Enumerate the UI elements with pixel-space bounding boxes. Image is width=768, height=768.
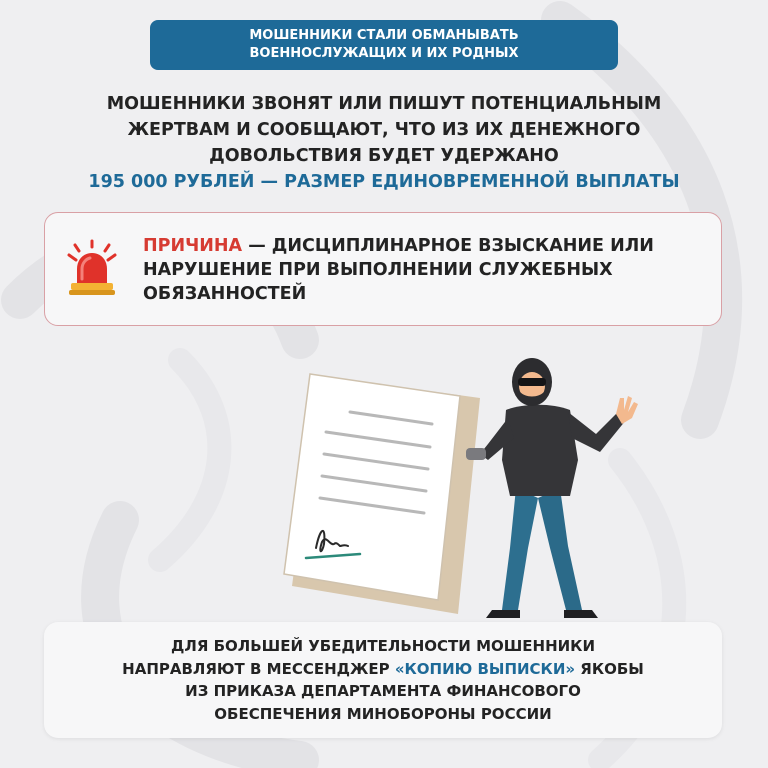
scammer-with-document-icon: [270, 348, 650, 628]
bottom-line-2-highlight: «КОПИЮ ВЫПИСКИ»: [394, 659, 576, 678]
reason-card: [44, 212, 722, 326]
reason-line-1: — ДИСЦИПЛИНАРНОЕ ВЗЫСКАНИЕ ИЛИ: [242, 236, 654, 256]
intro-highlight: 195 000 РУБЛЕЙ — РАЗМЕР ЕДИНОВРЕМЕННОЙ ВЫПЛАТЫ: [88, 172, 680, 192]
reason-line-2: НАРУШЕНИЕ ПРИ ВЫПОЛНЕНИИ СЛУЖЕБНЫХ: [143, 260, 613, 280]
bottom-line-4: ОБЕСПЕЧЕНИЯ МИНОБОРОНЫ РОССИИ: [214, 704, 552, 723]
banner-line-2: ВОЕННОСЛУЖАЩИХ И ИХ РОДНЫХ: [249, 46, 519, 61]
intro-text: [40, 91, 728, 195]
reason-text: [143, 234, 703, 306]
siren-icon: [65, 239, 119, 297]
reason-keyword: ПРИЧИНА: [143, 236, 243, 256]
banner-line-1: МОШЕННИКИ СТАЛИ ОБМАНЫВАТЬ: [249, 28, 519, 43]
header-banner: [150, 20, 618, 70]
reason-line-3: ОБЯЗАННОСТЕЙ: [143, 284, 307, 304]
bottom-text: [44, 635, 722, 725]
intro-line-1: МОШЕННИКИ ЗВОНЯТ ИЛИ ПИШУТ ПОТЕНЦИАЛЬНЫМ: [106, 94, 662, 114]
bottom-card: [44, 622, 722, 738]
bottom-line-3: ИЗ ПРИКАЗА ДЕПАРТАМЕНТА ФИНАНСОВОГО: [185, 682, 581, 700]
intro-line-3: ДОВОЛЬСТВИЯ БУДЕТ УДЕРЖАНО: [209, 146, 559, 166]
bottom-line-1: ДЛЯ БОЛЬШЕЙ УБЕДИТЕЛЬНОСТИ МОШЕННИКИ: [171, 637, 595, 655]
bottom-line-2-end: ЯКОБЫ: [575, 659, 644, 678]
intro-line-2: ЖЕРТВАМ И СООБЩАЮТ, ЧТО ИЗ ИХ ДЕНЕЖНОГО: [127, 120, 641, 140]
bottom-line-2-start: НАПРАВЛЯЮТ В МЕССЕНДЖЕР: [122, 659, 395, 678]
